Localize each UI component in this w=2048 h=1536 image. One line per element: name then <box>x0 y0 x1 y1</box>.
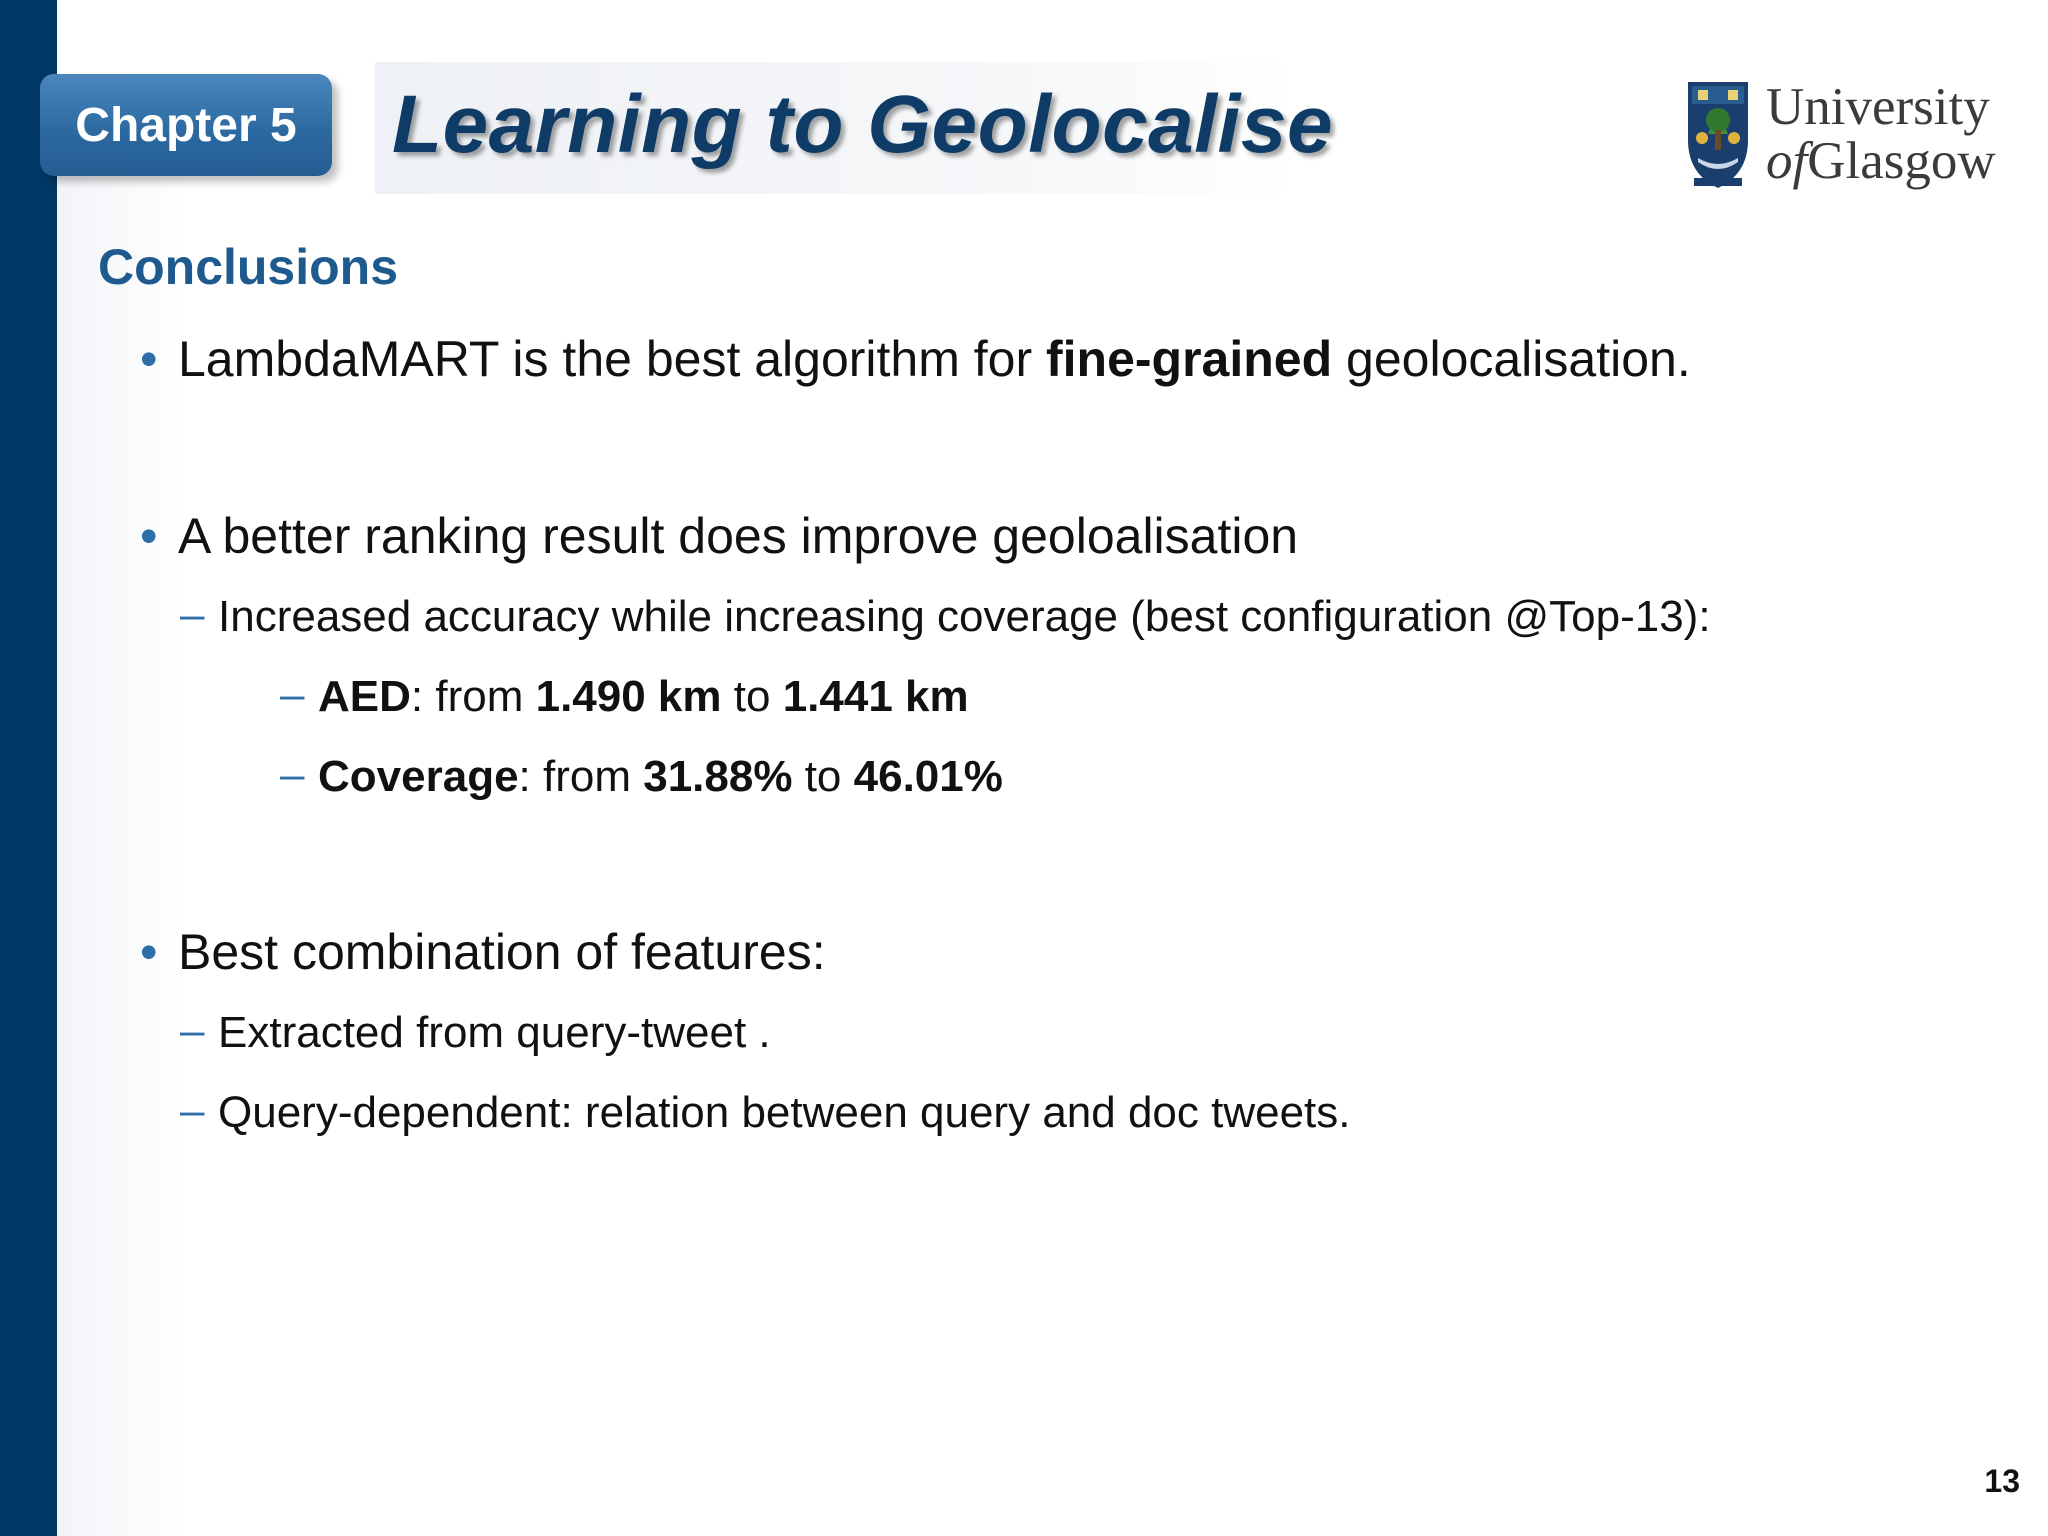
sub-item-extracted <box>180 1008 771 1058</box>
aed-from-word: : from <box>410 672 536 721</box>
logo-glasgow: Glasgow <box>1807 132 1996 190</box>
bullet-dot: • <box>140 508 158 564</box>
bullet-1-pre: LambdaMART is the best algorithm for <box>178 331 1046 387</box>
aed-label: AED <box>318 672 411 721</box>
aed-to-value: 1.441 km <box>782 672 969 721</box>
bullet-2-text: A better ranking result does improve geoloalisation <box>178 508 1299 564</box>
aed-from-value: 1.490 km <box>535 672 722 721</box>
dash-marker: – <box>180 1006 205 1055</box>
dash-marker: – <box>180 1086 205 1135</box>
university-logo <box>1684 76 2014 192</box>
section-heading: Conclusions <box>98 239 399 295</box>
bullet-1-bold: fine-grained <box>1046 331 1333 387</box>
crest-icon <box>1684 78 1752 190</box>
sub-item-extracted-text: Extracted from query-tweet . <box>218 1008 771 1057</box>
sub-sub-item-aed <box>280 672 969 722</box>
logo-wordmark <box>1766 80 1996 188</box>
sub-item-accuracy-text: Increased accuracy while increasing coverage (best configuration @Top-13): <box>218 592 1711 641</box>
logo-line-university: University <box>1766 78 1990 136</box>
bullet-1-post: geolocalisation. <box>1332 331 1691 387</box>
sub-item-query-dependent-text: Query-dependent: relation between query and doc tweets. <box>218 1088 1351 1137</box>
bullet-dot: • <box>140 924 158 980</box>
dash-marker: – <box>280 750 305 799</box>
chapter-badge <box>40 74 332 176</box>
sub-item-query-dependent <box>180 1088 1351 1138</box>
coverage-from-word: : from <box>518 752 644 801</box>
coverage-label: Coverage <box>318 752 519 801</box>
coverage-to-value: 46.01% <box>853 752 1003 801</box>
sub-sub-item-coverage <box>280 752 1003 802</box>
sub-item-accuracy <box>180 592 1711 642</box>
dash-marker: – <box>180 590 205 639</box>
logo-line-glasgow <box>1766 134 1996 188</box>
dash-marker: – <box>280 670 305 719</box>
bullet-dot: • <box>140 331 158 387</box>
chapter-label: Chapter 5 <box>75 98 297 152</box>
coverage-from-value: 31.88% <box>643 752 793 801</box>
bullet-item-2 <box>140 507 1298 565</box>
logo-of: of <box>1766 132 1808 190</box>
page-title: Learning to Geolocalise <box>392 79 1334 170</box>
bullet-3-text: Best combination of features: <box>178 924 826 980</box>
left-sidebar-bar <box>0 0 57 1536</box>
aed-to-word: to <box>721 672 783 721</box>
slide-number: 13 <box>1984 1463 2020 1499</box>
bullet-item-1 <box>140 330 1691 388</box>
bullet-item-3 <box>140 923 826 981</box>
coverage-to-word: to <box>792 752 854 801</box>
